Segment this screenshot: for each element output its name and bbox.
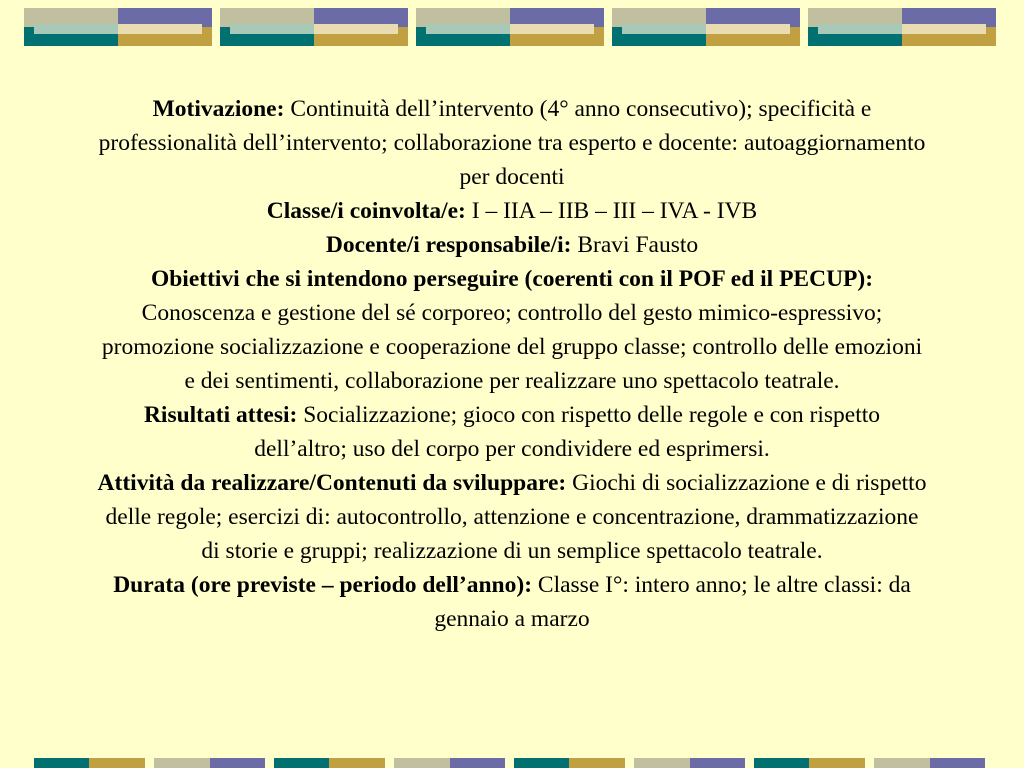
classi-text: I – IIA – IIB – III – IVA - IVB (465, 198, 758, 224)
bottom-segment (34, 758, 89, 768)
decorative-tile (24, 8, 212, 46)
durata-label: Durata (ore previste – periodo dell’anno): (113, 572, 533, 598)
bottom-segment (634, 758, 690, 768)
obiettivi-paragraph (96, 262, 928, 398)
bottom-segment (450, 758, 505, 768)
bottom-segment (394, 758, 450, 768)
bottom-segment (754, 758, 809, 768)
top-decorative-band (0, 0, 1024, 60)
risultati-text: Socializzazione; gioco con rispetto delle regole e con rispetto dell’altro; uso del corpo per condividere ed esprimersi. (254, 402, 881, 462)
risultati-paragraph (96, 398, 928, 466)
slide-body (96, 92, 928, 636)
motivazione-paragraph (96, 92, 928, 194)
docenti-text: Bravi Fausto (571, 232, 699, 258)
durata-paragraph (96, 568, 928, 636)
bottom-segment (569, 758, 625, 768)
motivazione-text: Continuità dell’intervento (4° anno consecutivo); specificità e professionalità dell’intervento; collaborazione tra esperto e docente: autoaggiornamento per docenti (98, 96, 926, 190)
decorative-tile (808, 8, 996, 46)
bottom-segment (809, 758, 865, 768)
motivazione-label: Motivazione: (152, 96, 285, 122)
bottom-decorative-band (0, 758, 1024, 768)
bottom-segment (690, 758, 745, 768)
attivita-text: Giochi di socializzazione e di rispetto delle regole; esercizi di: autocontrollo, attenzione e concentrazione, drammatizzazione di storie e gruppi; realizzazione di un semplice spettacolo teatrale. (105, 470, 927, 564)
attivita-paragraph (96, 466, 928, 568)
durata-text: Classe I°: intero anno; le altre classi: da gennaio a marzo (434, 572, 911, 632)
bottom-segment (89, 758, 145, 768)
obiettivi-label: Obiettivi che si intendono perseguire (coerenti con il POF ed il PECUP): (150, 266, 874, 292)
bottom-segment (329, 758, 385, 768)
bottom-segment (514, 758, 569, 768)
decorative-tile (416, 8, 604, 46)
bottom-segment (874, 758, 930, 768)
bottom-segment (274, 758, 329, 768)
classi-label: Classe/i coinvolta/e: (266, 198, 466, 224)
bottom-segment (210, 758, 265, 768)
bottom-segment (154, 758, 210, 768)
risultati-label: Risultati attesi: (143, 402, 298, 428)
docenti-paragraph (96, 228, 928, 262)
bottom-segment (930, 758, 985, 768)
obiettivi-text: Conoscenza e gestione del sé corporeo; controllo del gesto mimico-espressivo; promozione socializzazione e cooperazione del gruppo classe; controllo delle emozioni e dei sentimenti, collaborazione per realizzare uno spettacolo teatrale. (101, 300, 923, 394)
decorative-tile (612, 8, 800, 46)
attivita-label: Attività da realizzare/Contenuti da sviluppare: (97, 470, 567, 496)
classi-paragraph (96, 194, 928, 228)
decorative-tile (220, 8, 408, 46)
docenti-label: Docente/i responsabile/i: (325, 232, 572, 258)
